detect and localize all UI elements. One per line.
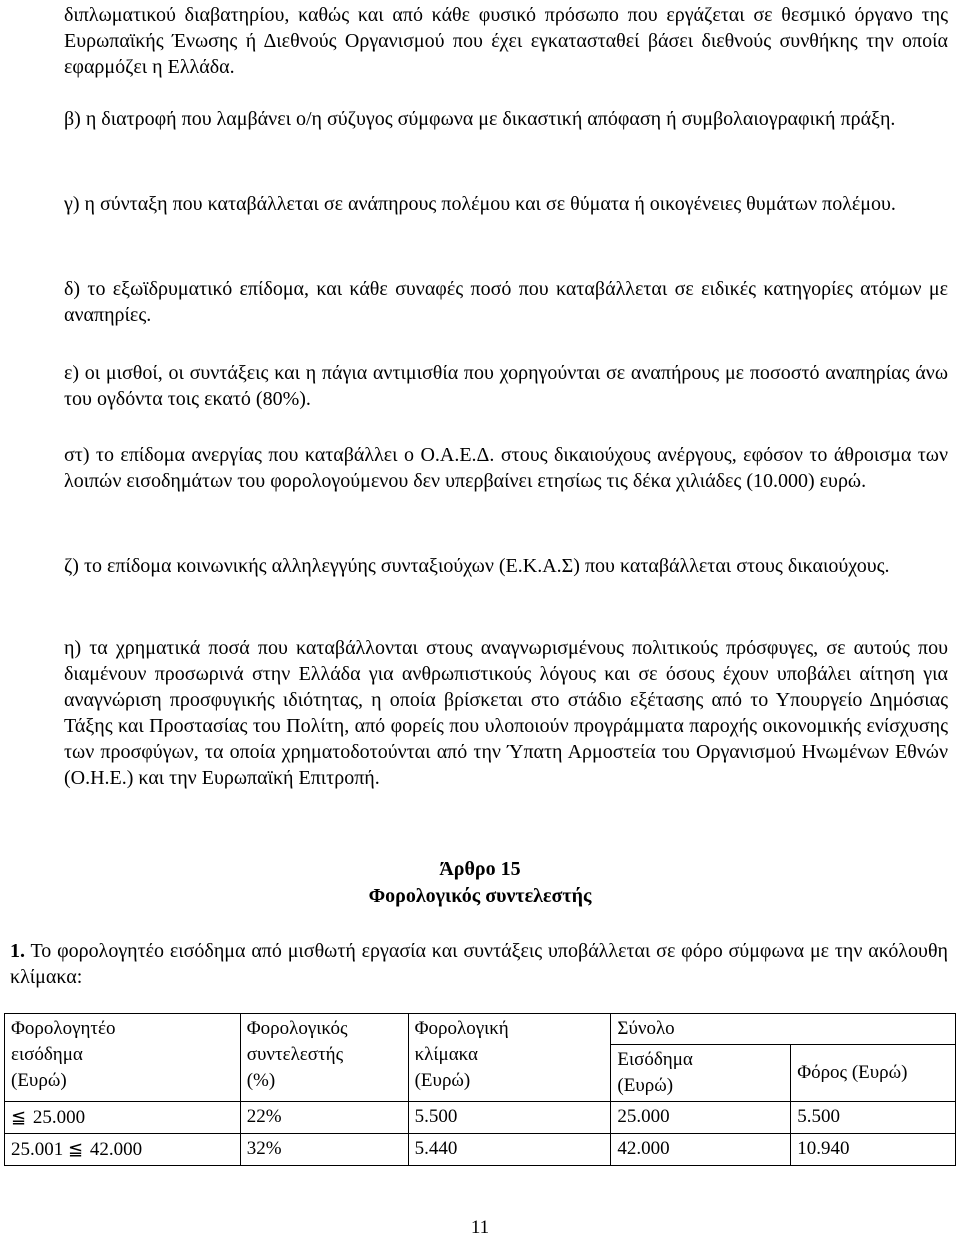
header-income: Εισόδημα (Ευρώ) (611, 1045, 791, 1102)
paragraph-intro-continuation: διπλωματικού διαβατηρίου, καθώς και από κάθε φυσικό πρόσωπο που εργάζεται σε θεσμικό όργανο της Ευρωπαϊκής Ένωσης ή Διεθνούς Οργανισμού που έχει εγκατασταθεί βάσει διεθνούς συνθήκης την οποία εφαρμόζει η Ελλάδα. (64, 4, 948, 78)
header-taxable-income: Φορολογητέο εισόδημα (Ευρώ) (5, 1014, 241, 1102)
tax-scale-table (4, 1013, 956, 1166)
clause-text: Το φορολογητέο εισόδημα από μισθωτή εργασία και συντάξεις υποβάλλεται σε φόρο σύμφωνα με την ακόλουθη κλίμακα: (10, 940, 948, 988)
page-number: 11 (470, 1217, 490, 1238)
clause-1 (10, 938, 948, 990)
cell-tax: 10.940 (791, 1134, 956, 1166)
header-tax-rate: Φορολογικός συντελεστής (%) (240, 1014, 408, 1102)
cell-tax: 5.500 (791, 1102, 956, 1134)
less-or-equal-icon: ≦ (68, 1139, 84, 1159)
paragraph-c: γ) η σύνταξη που καταβάλλεται σε ανάπηρους πολέμου και σε θύματα ή οικογένειες θυμάτων πολέμου. (64, 193, 896, 215)
cell-rate: 22% (240, 1102, 408, 1134)
cell-income-range: ≦ 25.000 (5, 1102, 241, 1134)
header-tax-scale: Φορολογική κλίμακα (Ευρώ) (408, 1014, 611, 1102)
paragraph-st: στ) το επίδομα ανεργίας που καταβάλλει ο Ο.Α.Ε.Δ. στους δικαιούχους ανέργους, εφόσον το άθροισμα των λοιπών εισοδημάτων του φορολογούμενου δεν υπερβαίνει ετησίως τις δέκα χιλιάδες (10.000) ευρώ. (64, 444, 948, 492)
paragraph-d: δ) το εξωϊδρυματικό επίδομα, και κάθε συναφές ποσό που καταβάλλεται σε ειδικές κατηγορίες ατόμων με αναπηρίες. (64, 278, 948, 326)
table-row (5, 1102, 956, 1134)
cell-rate: 32% (240, 1134, 408, 1166)
clause-number: 1. (10, 940, 25, 962)
table-row (5, 1134, 956, 1166)
cell-income: 42.000 (611, 1134, 791, 1166)
paragraph-e: ε) οι μισθοί, οι συντάξεις και η πάγια αντιμισθία που χορηγούνται σε αναπήρους με ποσοστό αναπηρίας άνω του ογδόντα τοις εκατό (80%). (64, 362, 948, 410)
less-or-equal-icon: ≦ (11, 1107, 27, 1127)
table-header-row (5, 1014, 956, 1045)
article-number: Άρθρο 15 (439, 858, 521, 880)
paragraph-h: η) τα χρηματικά ποσά που καταβάλλονται στους αναγνωρισμένους πολιτικούς πρόσφυγες, σε αυτούς που διαμένουν προσωρινά στην Ελλάδα για ανθρωπιστικούς λόγους και σε όσους έχουν υποβάλει αίτηση για αναγνώριση προσφυγικής ιδιότητας, η οποία βρίσκεται στο στάδιο εξέτασης από το Υπουργείο Δημόσιας Τάξης και Προστασίας του Πολίτη, από φορείς που υλοποιούν προγράμματα παροχής οικονομικής ενίσχυσης των προσφύγων, τα οποία χρηματοδοτούνται από την Ύπατη Αρμοστεία του Οργανισμού Ηνωμένων Εθνών (Ο.Η.Ε.) και την Ευρωπαϊκή Επιτροπή. (64, 637, 948, 789)
header-total: Σύνολο (611, 1014, 956, 1045)
cell-scale: 5.500 (408, 1102, 611, 1134)
header-tax: Φόρος (Ευρώ) (791, 1045, 956, 1102)
cell-income-range: 25.001 ≦ 42.000 (5, 1134, 241, 1166)
paragraph-z: ζ) το επίδομα κοινωνικής αλληλεγγύης συνταξιούχων (Ε.Κ.Α.Σ) που καταβάλλεται στους δικαιούχους. (64, 555, 890, 577)
paragraph-b: β) η διατροφή που λαμβάνει ο/η σύζυγος σύμφωνα με δικαστική απόφαση ή συμβολαιογραφική πράξη. (64, 108, 896, 130)
article-title: Φορολογικός συντελεστής (368, 885, 592, 907)
cell-income: 25.000 (611, 1102, 791, 1134)
cell-scale: 5.440 (408, 1134, 611, 1166)
